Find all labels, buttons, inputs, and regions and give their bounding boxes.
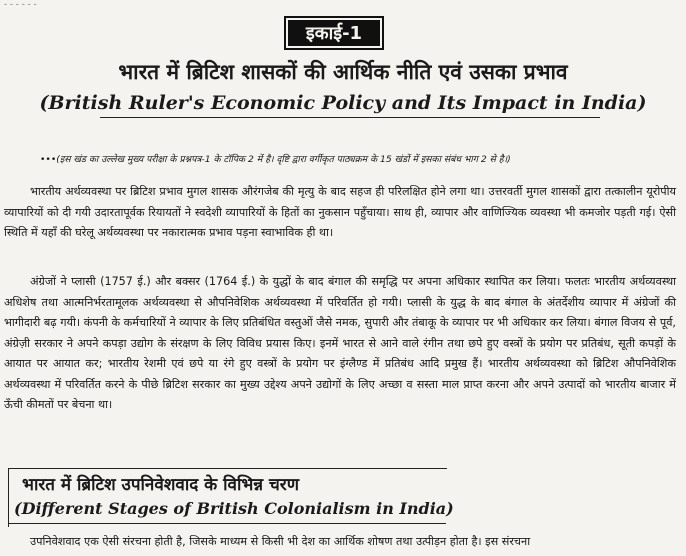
section-underline [8,523,446,524]
title-underline [100,117,600,118]
section-heading-english: (Different Stages of British Colonialism in India) [14,499,454,518]
paragraph-1: भारतीय अर्थव्यवस्था पर ब्रिटिश प्रभाव मुगल शासक औरंगजेब की मृत्यु के बाद सहज ही परिलक्षित होने लगा था। उत्तरवर्ती मुगल शासकों द्वारा तत्कालीन यूरोपीय व्यापारियों को दी गयी उदारतापूर्वक रियायतों ने स्वदेशी व्यापारियों के हितों का नुकसान पहुँचाया। साथ ही, व्यापार और वाणिज्यिक व्यवस्था भी कमजोर पड़ती गई। ऐसी स्थिति में यहाँ की घरेलू अर्थव्यवस्था पर नकारात्मक प्रभाव पड़ना स्वाभाविक ही था। [4,185,676,239]
unit-badge: इकाई-1 [284,16,384,50]
section-heading-hindi: भारत में ब्रिटिश उपनिवेशवाद के विभिन्न चरण [22,475,300,495]
paragraph-3: उपनिवेशवाद एक ऐसी संरचना होती है, जिसके माध्यम से किसी भी देश का आर्थिक शोषण तथा उत्पीड़न होता है। इस संरचना [30,535,531,548]
syllabus-note: •••(इस खंड का उल्लेख मुख्य परीक्षा के प्रश्नपत्र-1 के टॉपिक 2 में है। दृष्टि द्वारा वर्गीकृत पाठ्यक्रम के 15 खंडों में इसका संबंध भाग 2 से है।) [40,154,511,165]
chapter-title-english: (British Ruler's Economic Policy and Its Impact in India) [39,92,647,114]
chapter-title-hindi: भारत में ब्रिटिश शासकों की आर्थिक नीति एवं उसका प्रभाव [118,60,568,84]
paragraph-2: अंग्रेजों ने प्लासी (1757 ई.) और बक्सर (1764 ई.) के युद्धों के बाद बंगाल की समृद्धि पर अपना अधिकार स्थापित कर लिया। फलतः भारतीय अर्थव्यवस्था अधिशेष तथा आत्मनिर्भरतामूलक अर्थव्यवस्था से औपनिवेशिक अर्थव्यवस्था में परिवर्तित हो गयी। प्लासी के युद्ध के बाद बंगाल के अंतर्देशीय व्यापार में अंग्रेजों की भागीदारी बढ़ गयी। कंपनी के कर्मचारियों ने व्यापार के लिए प्रतिबंधित वस्तुओं जैसे नमक, सुपारी और तंबाकू के व्यापार पर भी अधिकार कर लिया। बंगाल विजय से पूर्व, अंग्रेज़ी सरकार ने अपने कपड़ा उद्योग के संरक्षण के लिए विविध प्रयास किए। इनमें भारत से आने वाले रंगीन तथा छपे हुए वस्त्रों के प्रयोग पर प्रतिबंध, सूती कपड़ों के आयात पर आयात कर; भारतीय रेशमी एवं छपे या रंगे हुए वस्त्रों के प्रयोग पर इंग्लैण्ड में प्रतिबंध आदि प्रमुख हैं। भारतीय अर्थव्यवस्था को ब्रिटिश औपनिवेशिक अर्थव्यवस्था में परिवर्तित करने के पीछे ब्रिटिश सरकार का मुख्य उद्देश्य अपने उद्योगों के लिए अच्छा व सस्ता माल प्राप्त करना और अपने उत्पादों को भारतीय बाजार में ऊँची कीमतों पर बेचना था। [4,275,676,411]
top-note: - - - - - - [4,0,37,10]
